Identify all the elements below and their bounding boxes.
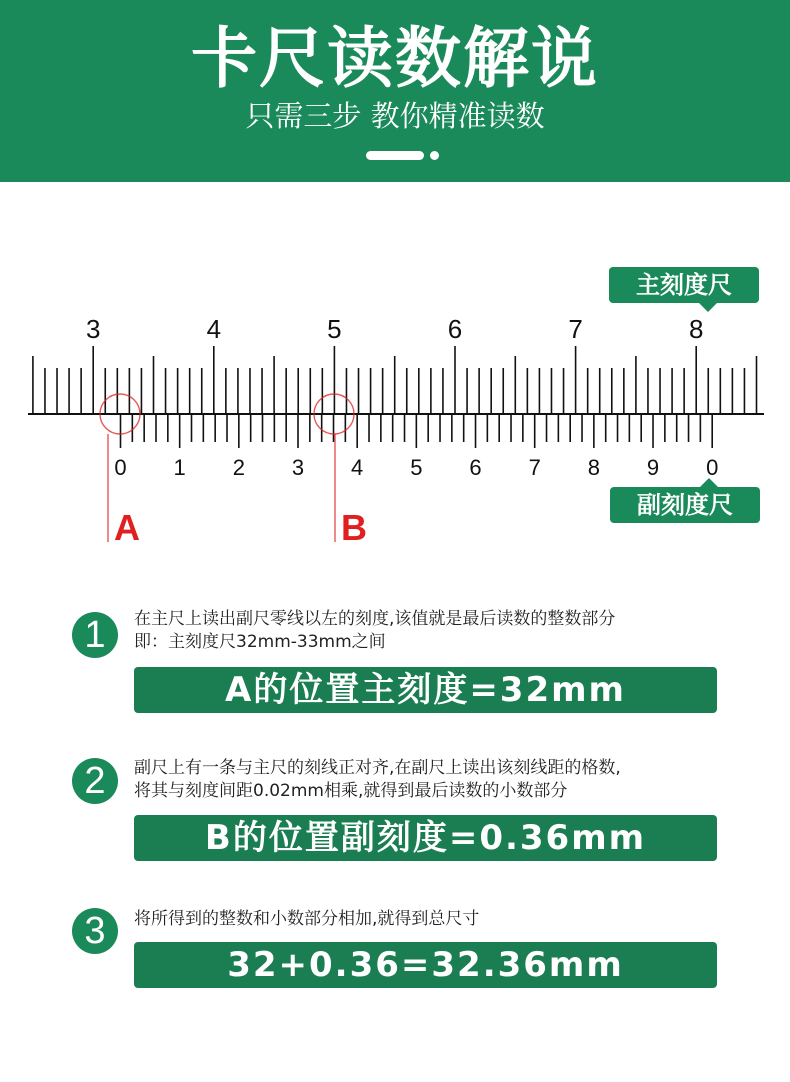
step-number-badge: 2: [72, 758, 118, 804]
marker-b-label: B: [341, 507, 367, 548]
vernier-scale-number: 5: [410, 455, 423, 480]
vernier-scale-number: 3: [291, 455, 305, 480]
main-scale-number: 7: [568, 314, 583, 344]
main-scale-tag: 主刻度尺: [609, 267, 759, 303]
vernier-scale-number: 0: [114, 455, 127, 480]
step-number-badge: 1: [72, 612, 118, 658]
step-description-line: 即：主刻度尺32mm-33mm之间: [134, 632, 386, 652]
vernier-scale-number: 7: [528, 455, 541, 480]
main-scale-number: 8: [688, 314, 704, 344]
step-description: [134, 757, 734, 803]
vernier-scale-number: 0: [706, 455, 719, 480]
step-result-banner: 32+0.36=32.36mm: [134, 942, 717, 988]
vernier-scale-number: 6: [469, 455, 482, 480]
vernier-scale-tag: 副刻度尺: [610, 487, 760, 523]
vernier-scale-number: 8: [587, 455, 600, 480]
decorative-bar: [366, 151, 424, 160]
step-description: [134, 908, 734, 931]
vernier-scale-number: 1: [173, 455, 186, 480]
marker-a-label: A: [114, 507, 140, 548]
step-result-banner: B的位置副刻度=0.36mm: [134, 815, 717, 861]
step-description-line: 副尺上有一条与主尺的刻线正对齐,在副尺上读出该刻线距的格数,: [134, 758, 621, 778]
page-subtitle: 只需三步 教你精准读数: [245, 99, 545, 133]
vernier-scale-number: 9: [646, 455, 660, 480]
main-scale-number: 3: [85, 314, 101, 344]
main-scale-number: 6: [447, 314, 463, 344]
step-description-line: 将其与刻度间距0.02mm相乘,就得到最后读数的小数部分: [134, 781, 568, 801]
decorative-dot: [430, 151, 439, 160]
vernier-scale-number: 4: [351, 455, 364, 480]
main-scale-number: 5: [327, 314, 342, 344]
main-scale-number: 4: [206, 314, 222, 344]
step-description-line: 在主尺上读出副尺零线以左的刻度,该值就是最后读数的整数部分: [134, 609, 616, 629]
caliper-diagram: [0, 250, 790, 550]
page-title: 卡尺读数解说: [191, 20, 599, 97]
step-description-line: 将所得到的整数和小数部分相加,就得到总尺寸: [134, 909, 480, 929]
step-description: [134, 608, 734, 654]
step-number-badge: 3: [72, 908, 118, 954]
vernier-scale-number: 2: [232, 455, 245, 480]
header-banner: [0, 0, 790, 182]
step-result-banner: A的位置主刻度=32mm: [134, 667, 717, 713]
